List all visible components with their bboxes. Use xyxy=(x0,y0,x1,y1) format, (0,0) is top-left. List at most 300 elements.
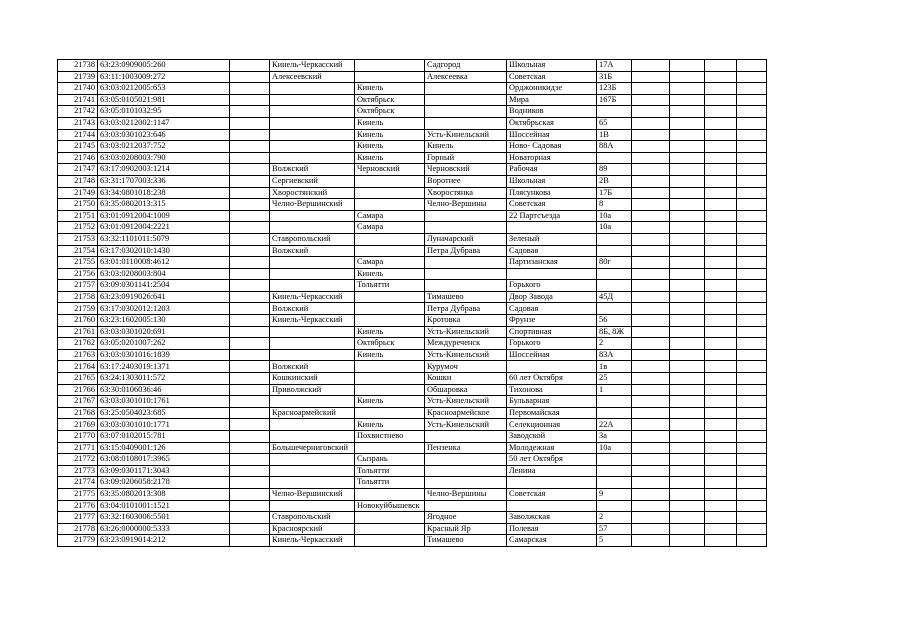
cell-house: 56 xyxy=(597,315,632,327)
cell-house xyxy=(597,233,632,245)
cell-c3 xyxy=(230,129,270,141)
cell-c11 xyxy=(705,245,737,257)
cell-cad: 63:09:0301171:3043 xyxy=(98,465,230,477)
cell-c12 xyxy=(737,338,767,350)
table-row xyxy=(58,83,767,95)
cell-city xyxy=(355,303,425,315)
cell-locality: Челно-Вершины xyxy=(425,199,507,211)
cell-c12 xyxy=(737,512,767,524)
cell-city: Новокуйбышевск xyxy=(355,500,425,512)
table-row xyxy=(58,442,767,454)
cell-c11 xyxy=(705,129,737,141)
cell-cad: 63:23:0919026:641 xyxy=(98,291,230,303)
cell-c11 xyxy=(705,106,737,118)
cell-c12 xyxy=(737,291,767,303)
cell-c10 xyxy=(670,129,705,141)
cell-region: Красноармейский xyxy=(270,407,355,419)
cell-c10 xyxy=(670,94,705,106)
cell-house: 3а xyxy=(597,431,632,443)
cell-c12 xyxy=(737,384,767,396)
cell-c3 xyxy=(230,373,270,385)
cell-region xyxy=(270,477,355,489)
cell-c11 xyxy=(705,454,737,466)
cell-house xyxy=(597,407,632,419)
table-row xyxy=(58,361,767,373)
cell-c12 xyxy=(737,117,767,129)
cell-cad: 63:34:0801018:238 xyxy=(98,187,230,199)
cell-cad: 63:31:1707003:336 xyxy=(98,175,230,187)
cell-cad: 63:25:0504023:685 xyxy=(98,407,230,419)
table-row xyxy=(58,94,767,106)
cell-city xyxy=(355,535,425,547)
table-row xyxy=(58,419,767,431)
cell-cad: 63:09:0206058:2178 xyxy=(98,477,230,489)
cell-c10 xyxy=(670,291,705,303)
cell-id: 21756 xyxy=(58,268,98,280)
cell-c9 xyxy=(632,233,670,245)
cell-c10 xyxy=(670,373,705,385)
cell-house xyxy=(597,245,632,257)
cell-cad: 63:01:0912004:2221 xyxy=(98,222,230,234)
cell-c9 xyxy=(632,326,670,338)
cell-c9 xyxy=(632,280,670,292)
cell-cad: 63:32:1603006:5501 xyxy=(98,512,230,524)
cell-city xyxy=(355,361,425,373)
cell-id: 21779 xyxy=(58,535,98,547)
cell-house: 8Б, 8Ж xyxy=(597,326,632,338)
cell-cad: 63:03:0212037:752 xyxy=(98,141,230,153)
cell-city: Тольятти xyxy=(355,280,425,292)
cell-c12 xyxy=(737,303,767,315)
cell-id: 21748 xyxy=(58,175,98,187)
table-row xyxy=(58,349,767,361)
cell-city xyxy=(355,384,425,396)
cell-c10 xyxy=(670,187,705,199)
address-table xyxy=(57,59,767,547)
cell-city: Октябрьск xyxy=(355,94,425,106)
cell-region: Алексеевский xyxy=(270,71,355,83)
cell-cad: 63:15:0409001:126 xyxy=(98,442,230,454)
table-row xyxy=(58,338,767,350)
cell-c3 xyxy=(230,315,270,327)
cell-c9 xyxy=(632,268,670,280)
cell-region xyxy=(270,94,355,106)
cell-c12 xyxy=(737,523,767,535)
cell-locality: Садгород xyxy=(425,60,507,72)
cell-city: Похвистнево xyxy=(355,431,425,443)
table-row xyxy=(58,222,767,234)
table-row xyxy=(58,268,767,280)
cell-c3 xyxy=(230,431,270,443)
cell-c12 xyxy=(737,245,767,257)
cell-c12 xyxy=(737,349,767,361)
cell-c3 xyxy=(230,268,270,280)
cell-c12 xyxy=(737,106,767,118)
cell-c12 xyxy=(737,442,767,454)
cell-c9 xyxy=(632,187,670,199)
cell-house: 9 xyxy=(597,488,632,500)
cell-locality: Курумоч xyxy=(425,361,507,373)
cell-c11 xyxy=(705,361,737,373)
cell-house: 65 xyxy=(597,117,632,129)
cell-region xyxy=(270,152,355,164)
table-body xyxy=(58,60,767,547)
cell-c3 xyxy=(230,384,270,396)
cell-c11 xyxy=(705,94,737,106)
table-row xyxy=(58,164,767,176)
cell-c12 xyxy=(737,233,767,245)
cell-c12 xyxy=(737,431,767,443)
cell-c11 xyxy=(705,535,737,547)
cell-id: 21739 xyxy=(58,71,98,83)
cell-c3 xyxy=(230,407,270,419)
cell-c10 xyxy=(670,222,705,234)
cell-c9 xyxy=(632,384,670,396)
cell-locality xyxy=(425,454,507,466)
cell-c9 xyxy=(632,152,670,164)
cell-c10 xyxy=(670,384,705,396)
cell-c9 xyxy=(632,488,670,500)
cell-locality: Кротовка xyxy=(425,315,507,327)
cell-id: 21777 xyxy=(58,512,98,524)
cell-locality xyxy=(425,477,507,489)
cell-cad: 63:08:0108017:3965 xyxy=(98,454,230,466)
cell-c10 xyxy=(670,407,705,419)
cell-c3 xyxy=(230,326,270,338)
cell-c11 xyxy=(705,431,737,443)
cell-c9 xyxy=(632,303,670,315)
cell-locality xyxy=(425,222,507,234)
cell-c9 xyxy=(632,94,670,106)
cell-cad: 63:01:0110008:4612 xyxy=(98,257,230,269)
cell-region: Хворостянский xyxy=(270,187,355,199)
table-row xyxy=(58,71,767,83)
cell-c11 xyxy=(705,338,737,350)
cell-city xyxy=(355,175,425,187)
cell-locality xyxy=(425,117,507,129)
cell-cad: 63:03:0301016:1839 xyxy=(98,349,230,361)
cell-region: Кинель-Черкасский xyxy=(270,535,355,547)
table-row xyxy=(58,117,767,129)
cell-c10 xyxy=(670,361,705,373)
cell-locality xyxy=(425,94,507,106)
cell-id: 21764 xyxy=(58,361,98,373)
cell-street: Горького xyxy=(507,338,597,350)
cell-street xyxy=(507,222,597,234)
cell-locality: Хворостянка xyxy=(425,187,507,199)
cell-city: Самара xyxy=(355,210,425,222)
cell-c9 xyxy=(632,71,670,83)
cell-house: 88А xyxy=(597,141,632,153)
cell-street: Фрунзе xyxy=(507,315,597,327)
cell-street: 22 Партсъезда xyxy=(507,210,597,222)
cell-locality: Тимашево xyxy=(425,535,507,547)
cell-cad: 63:17:0902003:1214 xyxy=(98,164,230,176)
cell-c9 xyxy=(632,477,670,489)
cell-c11 xyxy=(705,210,737,222)
cell-id: 21751 xyxy=(58,210,98,222)
cell-city: Тольятти xyxy=(355,477,425,489)
cell-street: 50 лет Октября xyxy=(507,454,597,466)
cell-region xyxy=(270,419,355,431)
table-row xyxy=(58,512,767,524)
cell-house xyxy=(597,454,632,466)
cell-region xyxy=(270,454,355,466)
cell-house xyxy=(597,500,632,512)
cell-c12 xyxy=(737,94,767,106)
cell-c3 xyxy=(230,164,270,176)
cell-cad: 63:07:0102015:781 xyxy=(98,431,230,443)
cell-locality: Усть-Кинельский xyxy=(425,326,507,338)
cell-c3 xyxy=(230,141,270,153)
cell-c12 xyxy=(737,187,767,199)
cell-city: Кинель xyxy=(355,349,425,361)
cell-id: 21754 xyxy=(58,245,98,257)
cell-city: Кинель xyxy=(355,83,425,95)
cell-city xyxy=(355,60,425,72)
cell-city: Октябрьск xyxy=(355,106,425,118)
cell-cad: 63:03:0212005:653 xyxy=(98,83,230,95)
cell-city: Кинель xyxy=(355,117,425,129)
cell-c9 xyxy=(632,117,670,129)
cell-house: 25 xyxy=(597,373,632,385)
cell-c11 xyxy=(705,175,737,187)
cell-locality xyxy=(425,268,507,280)
cell-c9 xyxy=(632,454,670,466)
cell-city xyxy=(355,523,425,535)
cell-c9 xyxy=(632,83,670,95)
cell-house: 1В xyxy=(597,129,632,141)
cell-street: Водников xyxy=(507,106,597,118)
cell-city xyxy=(355,233,425,245)
cell-cad: 63:32:1101011:5079 xyxy=(98,233,230,245)
cell-street: Первомайская xyxy=(507,407,597,419)
cell-c12 xyxy=(737,268,767,280)
cell-city xyxy=(355,245,425,257)
cell-city: Кинель xyxy=(355,129,425,141)
cell-id: 21765 xyxy=(58,373,98,385)
cell-region xyxy=(270,349,355,361)
cell-c9 xyxy=(632,291,670,303)
cell-c10 xyxy=(670,523,705,535)
cell-street: Школьная xyxy=(507,175,597,187)
table-row xyxy=(58,233,767,245)
cell-city xyxy=(355,71,425,83)
cell-c3 xyxy=(230,175,270,187)
cell-cad: 63:11:1003009:272 xyxy=(98,71,230,83)
cell-locality: Тимашево xyxy=(425,291,507,303)
cell-c3 xyxy=(230,477,270,489)
cell-c3 xyxy=(230,199,270,211)
cell-c12 xyxy=(737,315,767,327)
cell-city: Самара xyxy=(355,257,425,269)
cell-c9 xyxy=(632,164,670,176)
cell-region: Сергиевский xyxy=(270,175,355,187)
cell-city xyxy=(355,373,425,385)
cell-c11 xyxy=(705,419,737,431)
cell-c3 xyxy=(230,280,270,292)
cell-house: 10а xyxy=(597,442,632,454)
cell-c10 xyxy=(670,396,705,408)
cell-cad: 63:35:0802013:308 xyxy=(98,488,230,500)
cell-c3 xyxy=(230,488,270,500)
cell-c11 xyxy=(705,523,737,535)
cell-cad: 63:30:0106036:46 xyxy=(98,384,230,396)
cell-c9 xyxy=(632,523,670,535)
cell-region: Кинель-Черкасский xyxy=(270,291,355,303)
cell-c10 xyxy=(670,83,705,95)
cell-c3 xyxy=(230,60,270,72)
cell-city: Тольятти xyxy=(355,465,425,477)
cell-c3 xyxy=(230,233,270,245)
cell-c12 xyxy=(737,257,767,269)
cell-c9 xyxy=(632,210,670,222)
cell-locality xyxy=(425,210,507,222)
cell-c9 xyxy=(632,535,670,547)
cell-street: Зеленый xyxy=(507,233,597,245)
cell-c12 xyxy=(737,373,767,385)
cell-cad: 63:23:0919014:212 xyxy=(98,535,230,547)
cell-c11 xyxy=(705,488,737,500)
cell-id: 21770 xyxy=(58,431,98,443)
table-row xyxy=(58,199,767,211)
cell-id: 21742 xyxy=(58,106,98,118)
cell-locality: Кошки xyxy=(425,373,507,385)
cell-c11 xyxy=(705,83,737,95)
cell-c12 xyxy=(737,71,767,83)
cell-house xyxy=(597,477,632,489)
cell-locality: Усть-Кинельский xyxy=(425,349,507,361)
cell-region: Большечерниговский xyxy=(270,442,355,454)
cell-c12 xyxy=(737,129,767,141)
cell-c10 xyxy=(670,199,705,211)
cell-id: 21747 xyxy=(58,164,98,176)
cell-c9 xyxy=(632,431,670,443)
cell-c10 xyxy=(670,512,705,524)
cell-house xyxy=(597,152,632,164)
cell-house: 80г xyxy=(597,257,632,269)
cell-city xyxy=(355,488,425,500)
cell-id: 21743 xyxy=(58,117,98,129)
cell-locality: Ягодное xyxy=(425,512,507,524)
cell-c12 xyxy=(737,396,767,408)
table-row xyxy=(58,141,767,153)
cell-c9 xyxy=(632,60,670,72)
cell-cad: 63:01:0912004:1009 xyxy=(98,210,230,222)
cell-c3 xyxy=(230,71,270,83)
cell-city: Кинель xyxy=(355,152,425,164)
cell-c12 xyxy=(737,407,767,419)
cell-locality xyxy=(425,431,507,443)
table-row xyxy=(58,175,767,187)
cell-street: Плясункова xyxy=(507,187,597,199)
cell-house xyxy=(597,106,632,118)
cell-locality xyxy=(425,83,507,95)
cell-street: Орджоникидзе xyxy=(507,83,597,95)
cell-city: Сызрань xyxy=(355,454,425,466)
cell-region xyxy=(270,83,355,95)
cell-region xyxy=(270,500,355,512)
cell-region: Ставропольский xyxy=(270,512,355,524)
cell-region xyxy=(270,117,355,129)
cell-city: Октябрьск xyxy=(355,338,425,350)
table-row xyxy=(58,280,767,292)
cell-c11 xyxy=(705,477,737,489)
cell-city xyxy=(355,199,425,211)
cell-c11 xyxy=(705,71,737,83)
cell-c10 xyxy=(670,117,705,129)
cell-city xyxy=(355,291,425,303)
cell-c11 xyxy=(705,315,737,327)
cell-c3 xyxy=(230,257,270,269)
cell-c9 xyxy=(632,129,670,141)
cell-c10 xyxy=(670,60,705,72)
cell-region: Кинель-Черкасский xyxy=(270,60,355,72)
cell-c9 xyxy=(632,257,670,269)
cell-c11 xyxy=(705,407,737,419)
cell-locality: Луначарский xyxy=(425,233,507,245)
cell-region: Приволжский xyxy=(270,384,355,396)
cell-c12 xyxy=(737,222,767,234)
cell-locality xyxy=(425,280,507,292)
cell-c10 xyxy=(670,442,705,454)
cell-c9 xyxy=(632,315,670,327)
cell-region xyxy=(270,280,355,292)
cell-cad: 63:05:0101032:95 xyxy=(98,106,230,118)
cell-region xyxy=(270,257,355,269)
cell-id: 21772 xyxy=(58,454,98,466)
table-row xyxy=(58,373,767,385)
cell-c3 xyxy=(230,338,270,350)
cell-id: 21769 xyxy=(58,419,98,431)
cell-street: Рабочая xyxy=(507,164,597,176)
cell-street: Мира xyxy=(507,94,597,106)
cell-cad: 63:03:0208003:790 xyxy=(98,152,230,164)
cell-c11 xyxy=(705,280,737,292)
cell-c3 xyxy=(230,523,270,535)
cell-c9 xyxy=(632,512,670,524)
cell-c10 xyxy=(670,280,705,292)
cell-id: 21749 xyxy=(58,187,98,199)
cell-c12 xyxy=(737,488,767,500)
cell-city xyxy=(355,442,425,454)
cell-c12 xyxy=(737,199,767,211)
table-row xyxy=(58,454,767,466)
table-row xyxy=(58,407,767,419)
cell-c11 xyxy=(705,373,737,385)
cell-c9 xyxy=(632,106,670,118)
cell-locality: Междуреченск xyxy=(425,338,507,350)
table-row xyxy=(58,477,767,489)
cell-c3 xyxy=(230,187,270,199)
cell-id: 21776 xyxy=(58,500,98,512)
cell-c9 xyxy=(632,373,670,385)
cell-cad: 63:05:0105021:981 xyxy=(98,94,230,106)
cell-c10 xyxy=(670,303,705,315)
cell-locality: Петра Дубрава xyxy=(425,303,507,315)
cell-house xyxy=(597,268,632,280)
cell-c3 xyxy=(230,396,270,408)
cell-locality: Горный xyxy=(425,152,507,164)
cell-house: 1 xyxy=(597,384,632,396)
cell-cad: 63:23:0909005:260 xyxy=(98,60,230,72)
cell-c3 xyxy=(230,535,270,547)
cell-street xyxy=(507,477,597,489)
cell-c9 xyxy=(632,141,670,153)
cell-c12 xyxy=(737,83,767,95)
cell-c3 xyxy=(230,454,270,466)
cell-id: 21757 xyxy=(58,280,98,292)
